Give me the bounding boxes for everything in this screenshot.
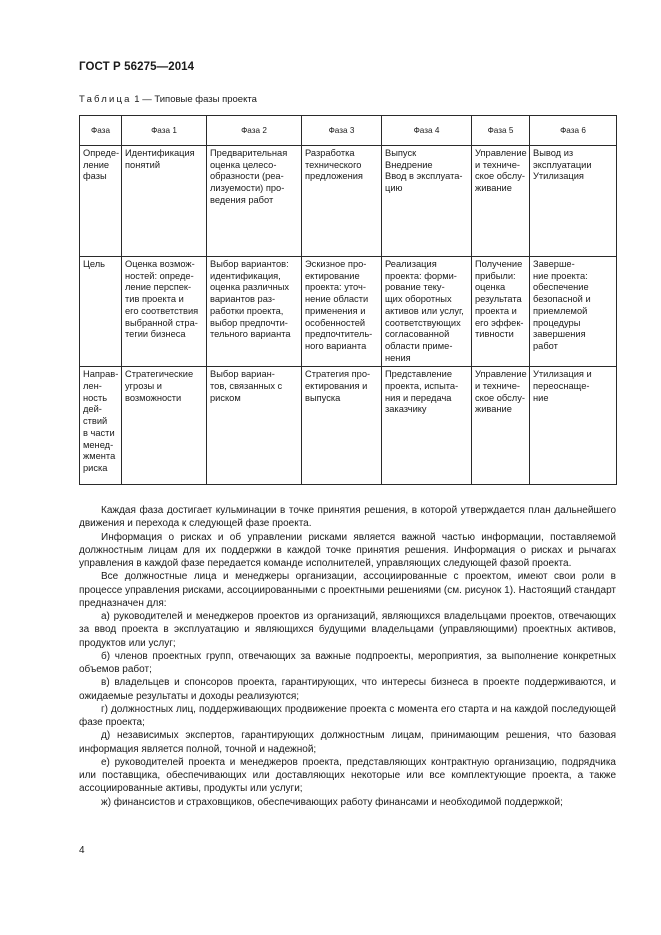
- list-item: е) руководителей проекта и менеджеров проекта, представляющих контрактную организацию, подрядчика или поставщика, обеспечивающих или доставляющих некоторые или все комплектующие проекта, а также ассоциированные активы, продукты или услуги;: [79, 756, 616, 795]
- row-label-cell: [80, 257, 122, 367]
- table-cell: [382, 257, 472, 367]
- table-row: [80, 367, 617, 485]
- cell-text: Оценка возмож- ностей: опреде- ление перспек- тив проекта и его соответствия выбранной стра- тегии бизнеса: [125, 259, 199, 340]
- column-header: Фаза 5: [472, 116, 530, 146]
- cell-text: Стратегические угрозы и возможности: [125, 369, 194, 403]
- table-cell: [207, 367, 302, 485]
- list-item: г) должностных лиц, поддерживающих продвижение проекта с момента его старта и на каждой последующей фазе проекта;: [79, 703, 616, 728]
- cell-text: Заверше- ние проекта: обеспечение безопасной и приемлемой процедуры завершения работ: [533, 259, 591, 351]
- page-number: 4: [79, 845, 85, 856]
- row-label: Цель: [83, 259, 106, 269]
- table-row: [80, 146, 617, 257]
- column-header: Фаза 3: [302, 116, 382, 146]
- cell-text: Утилизация и переоснаще- ние: [533, 369, 592, 403]
- table-header-row: [80, 116, 617, 146]
- table-cell: [302, 367, 382, 485]
- cell-text: Выбор вариан- тов, связанных с риском: [210, 369, 283, 403]
- table-caption-text: 1 — Типовые фазы проекта: [134, 94, 257, 105]
- table-caption: [79, 94, 257, 105]
- table-cell: [530, 367, 617, 485]
- paragraph: Все должностные лица и менеджеры организации, ассоциированные с проектом, имеют свои роли в процессе управления рисками, ассоциированными с проектными решениями (см. рисунок 1). Настоящий стандарт предназначен для:: [79, 571, 616, 609]
- cell-text: Идентификация понятий: [125, 148, 195, 170]
- table-cell: [207, 146, 302, 257]
- list-item: д) независимых экспертов, гарантирующих должностным лицам, принимающим решения, что базовая информация является полной, точной и надежной;: [79, 730, 616, 755]
- cell-text: Реализация проекта: форми- рование теку- щих оборотных активов или услуг, соответствующих согласованной области приме- нения: [385, 259, 464, 363]
- document-header: ГОСТ Р 56275—2014: [79, 61, 195, 73]
- table-cell: [472, 367, 530, 485]
- row-label: Направ- лен- ность дей- ствий в части менед- жмента риска: [83, 369, 119, 473]
- table-cell: [530, 257, 617, 367]
- table-cell: [472, 146, 530, 257]
- cell-text: Вывод из эксплуатации Утилизация: [533, 148, 592, 182]
- cell-text: Стратегия про- ектирования и выпуска: [305, 369, 371, 403]
- row-label-cell: [80, 146, 122, 257]
- cell-text: Управление и техниче- ское обслу- живание: [475, 148, 527, 194]
- list-item: в) владельцев и спонсоров проекта, гарантирующих, что интересы бизнеса в проекте поддерживаются, и ожидаемые результаты и доходы реализуются;: [79, 677, 616, 702]
- column-header: Фаза 1: [122, 116, 207, 146]
- column-header: Фаза 4: [382, 116, 472, 146]
- column-header: Фаза: [80, 116, 122, 146]
- list-item: а) руководителей и менеджеров проектов из организаций, являющихся владельцами проектов, отвечающих за ввод проекта в эксплуатацию и являющихся будущими владельцами (управляющими) проектных активов, продуктов или услуг;: [79, 611, 616, 649]
- paragraph: Информация о рисках и об управлении рисками является важной частью информации, поставляемой должностным лицам для их поддержки в каждой точке принятия решения. Информация о рисках и рычагах управления в каждой фазе передается команде исполнителей, управляющих следующей фазой проекта.: [79, 531, 616, 569]
- cell-text: Управление и техниче- ское обслу- живание: [475, 369, 527, 415]
- table-cell: [382, 367, 472, 485]
- table-cell: [207, 257, 302, 367]
- table-row: [80, 257, 617, 367]
- table-cell: [472, 257, 530, 367]
- table-cell: [302, 146, 382, 257]
- cell-text: Представление проекта, испыта- ния и передача заказчику: [385, 369, 459, 415]
- row-label-cell: [80, 367, 122, 485]
- table-cell: [122, 367, 207, 485]
- cell-text: Предварительная оценка целесо- образности (реа- лизуемости) про- ведения работ: [210, 148, 288, 205]
- table-caption-label: Таблица: [79, 94, 132, 105]
- cell-text: Выбор вариантов: идентификация, оценка различных вариантов раз- работки проекта, выбор предпочти- тельного варианта: [210, 259, 291, 340]
- row-label: Опреде- ление фазы: [83, 148, 120, 182]
- list-item: ж) финансистов и страховщиков, обеспечивающих работу финансами и необходимой поддержкой;: [101, 796, 563, 808]
- list-item: б) членов проектных групп, отвечающих за важные подпроекты, мероприятия, за выполнение конкретных объемов работ;: [79, 650, 616, 675]
- table-cell: [122, 257, 207, 367]
- cell-text: Эскизное про- ектирование проекта: уточ- нение области применения и особенностей предпочтитель- ного варианта: [305, 259, 373, 351]
- table-cell: [302, 257, 382, 367]
- cell-text: Получение прибыли: оценка результата проекта и его эффек- тивности: [475, 259, 524, 340]
- table-cell: [382, 146, 472, 257]
- column-header: Фаза 2: [207, 116, 302, 146]
- body-text: [79, 504, 616, 809]
- table-cell: [122, 146, 207, 257]
- paragraph: Каждая фаза достигает кульминации в точке принятия решения, в которой утверждается план дальнейшего движения и перехода к следующей фазе проекта.: [79, 505, 616, 530]
- phases-table: [79, 115, 617, 485]
- table-cell: [530, 146, 617, 257]
- cell-text: Разработка технического предложения: [305, 148, 363, 182]
- column-header: Фаза 6: [530, 116, 617, 146]
- cell-text: Выпуск Внедрение Ввод в эксплуата- цию: [385, 148, 463, 194]
